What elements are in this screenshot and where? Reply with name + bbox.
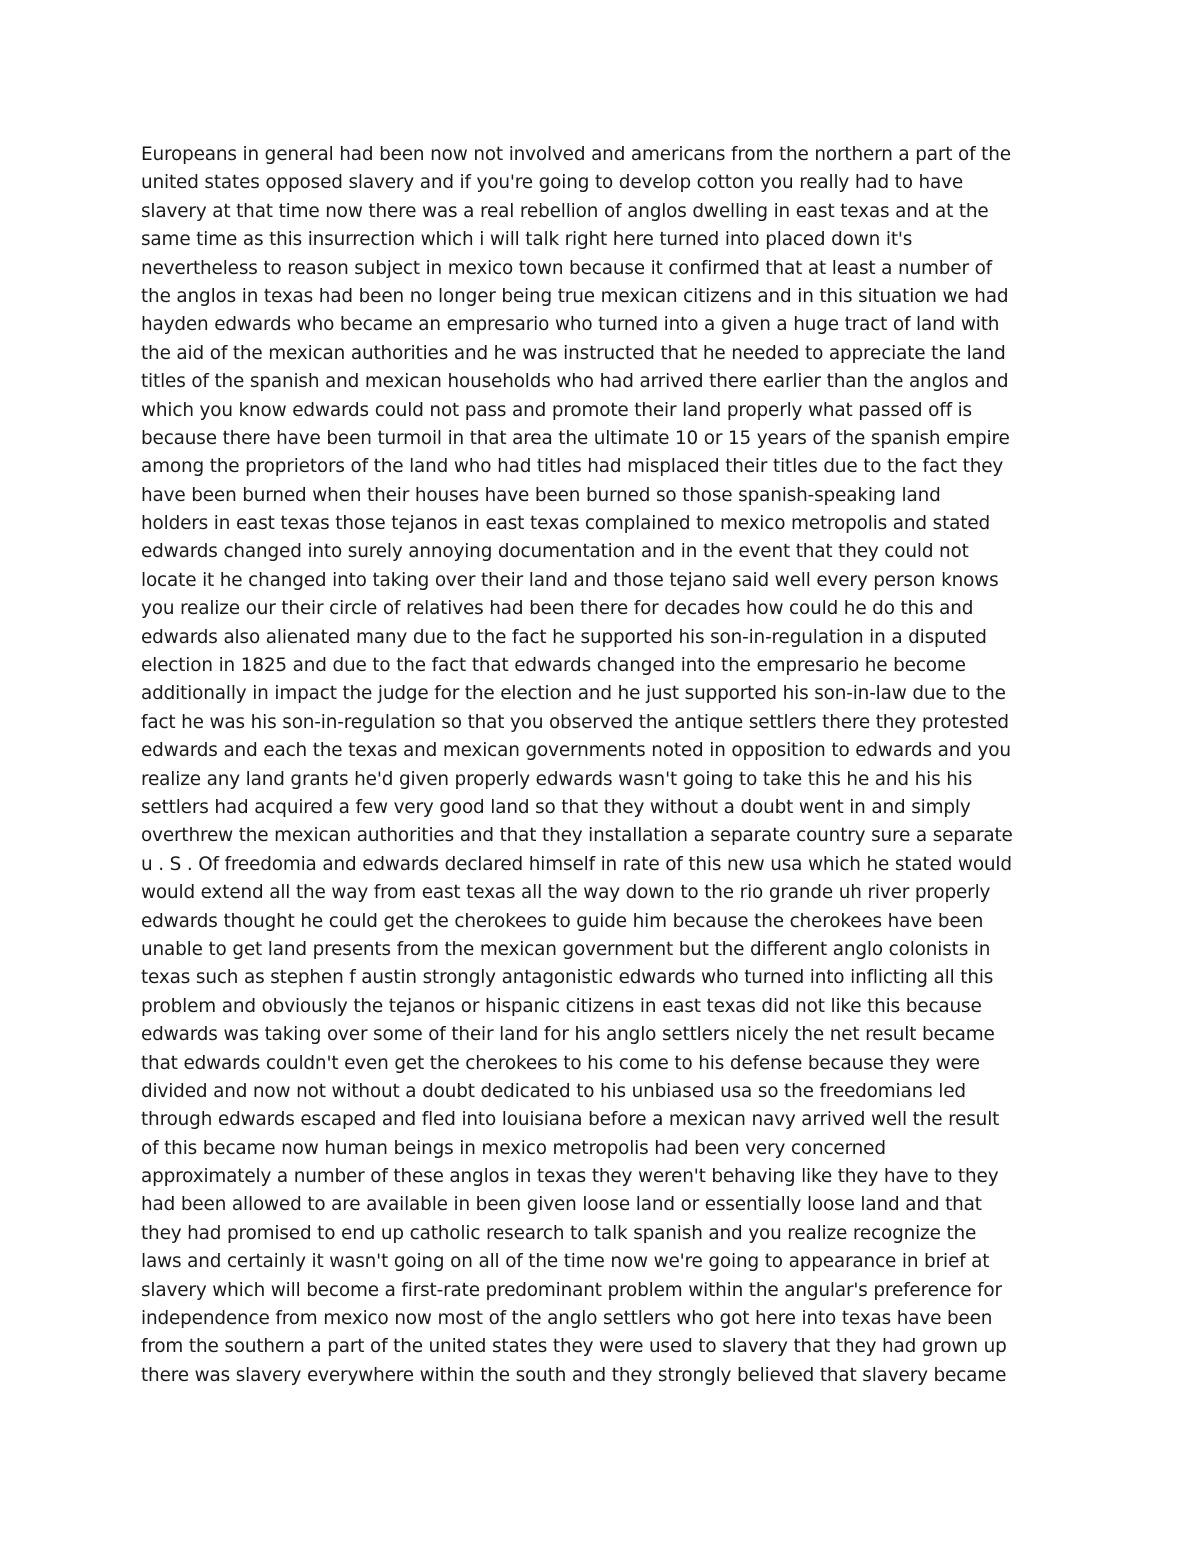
text-line: you realize our their circle of relatives had been there for decades how could he do this and (141, 598, 974, 620)
text-line: same time as this insurrection which i will talk right here turned into placed down it's (141, 229, 913, 251)
text-line: that edwards couldn't even get the cherokees to his come to his defense because they were (141, 1052, 980, 1074)
text-line: Europeans in general had been now not involved and americans from the northern a part of the (141, 144, 1011, 165)
body-text (141, 141, 1071, 1390)
text-line: locate it he changed into taking over their land and those tejano said well every person knows (141, 569, 999, 591)
text-line: edwards also alienated many due to the fact he supported his son-in-regulation in a disputed (141, 626, 987, 648)
text-line: of this became now human beings in mexico metropolis had been very concerned (141, 1137, 886, 1159)
text-line: realize any land grants he'd given properly edwards wasn't going to take this he and his his (141, 768, 973, 790)
text-line: through edwards escaped and fled into louisiana before a mexican navy arrived well the result (141, 1109, 1000, 1131)
text-line: slavery at that time now there was a real rebellion of anglos dwelling in east texas and at the (141, 200, 989, 222)
text-line: there was slavery everywhere within the south and they strongly believed that slavery became (141, 1364, 1007, 1386)
text-line: independence from mexico now most of the anglo settlers who got here into texas have been (141, 1308, 993, 1330)
text-line: among the proprietors of the land who had titles had misplaced their titles due to the fact they (141, 456, 1004, 478)
text-line: election in 1825 and due to the fact that edwards changed into the empresario he become (141, 655, 966, 677)
text-line: u . S . Of freedomia and edwards declared himself in rate of this new usa which he stated would (141, 853, 1012, 875)
text-line: texas such as stephen f austin strongly antagonistic edwards who turned into inflicting all this (141, 967, 994, 989)
text-line: edwards changed into surely annoying documentation and in the event that they could not (141, 541, 969, 563)
text-line: edwards was taking over some of their land for his anglo settlers nicely the net result became (141, 1024, 995, 1046)
text-line: approximately a number of these anglos in texas they weren't behaving like they have to they (141, 1166, 999, 1188)
text-line: edwards thought he could get the cherokees to guide him because the cherokees have been (141, 910, 984, 932)
text-line: from the southern a part of the united states they were used to slavery that they had grown up (141, 1336, 1007, 1358)
text-line: which you know edwards could not pass and promote their land properly what passed off is (141, 399, 972, 421)
text-line: slavery which will become a first-rate predominant problem within the angular's preference for (141, 1279, 1002, 1301)
text-line: have been burned when their houses have been burned so those spanish-speaking land (141, 484, 941, 506)
text-line: divided and now not without a doubt dedicated to his unbiased usa so the freedomians led (141, 1080, 966, 1102)
text-line: had been allowed to are available in been given loose land or essentially loose land and that (141, 1194, 982, 1216)
text-line: the aid of the mexican authorities and he was instructed that he needed to appreciate the land (141, 342, 1006, 364)
text-line: united states opposed slavery and if you're going to develop cotton you really had to have (141, 172, 964, 194)
text-line: they had promised to end up catholic research to talk spanish and you realize recognize the (141, 1222, 977, 1244)
text-line: would extend all the way from east texas all the way down to the rio grande uh river properly (141, 882, 991, 904)
text-line: laws and certainly it wasn't going on all of the time now we're going to appearance in brief at (141, 1251, 990, 1273)
text-line: unable to get land presents from the mexican government but the different anglo colonists in (141, 938, 991, 960)
text-line: fact he was his son-in-regulation so that you observed the antique settlers there they protested (141, 711, 1009, 733)
text-line: additionally in impact the judge for the election and he just supported his son-in-law due to the (141, 683, 1006, 705)
text-line: edwards and each the texas and mexican governments noted in opposition to edwards and you (141, 740, 1011, 762)
text-line: settlers had acquired a few very good land so that they without a doubt went in and simply (141, 796, 971, 818)
text-line: holders in east texas those tejanos in east texas complained to mexico metropolis and stated (141, 513, 990, 535)
text-line: the anglos in texas had been no longer being true mexican citizens and in this situation we had (141, 285, 1009, 307)
text-line: hayden edwards who became an empresario who turned into a given a huge tract of land with (141, 314, 1000, 336)
text-line: nevertheless to reason subject in mexico town because it confirmed that at least a number of (141, 257, 992, 279)
text-line: overthrew the mexican authorities and that they installation a separate country sure a separate (141, 825, 1013, 847)
text-line: titles of the spanish and mexican households who had arrived there earlier than the anglos and (141, 371, 1009, 393)
text-line: problem and obviously the tejanos or hispanic citizens in east texas did not like this because (141, 995, 982, 1017)
text-line: because there have been turmoil in that area the ultimate 10 or 15 years of the spanish empire (141, 427, 1010, 449)
